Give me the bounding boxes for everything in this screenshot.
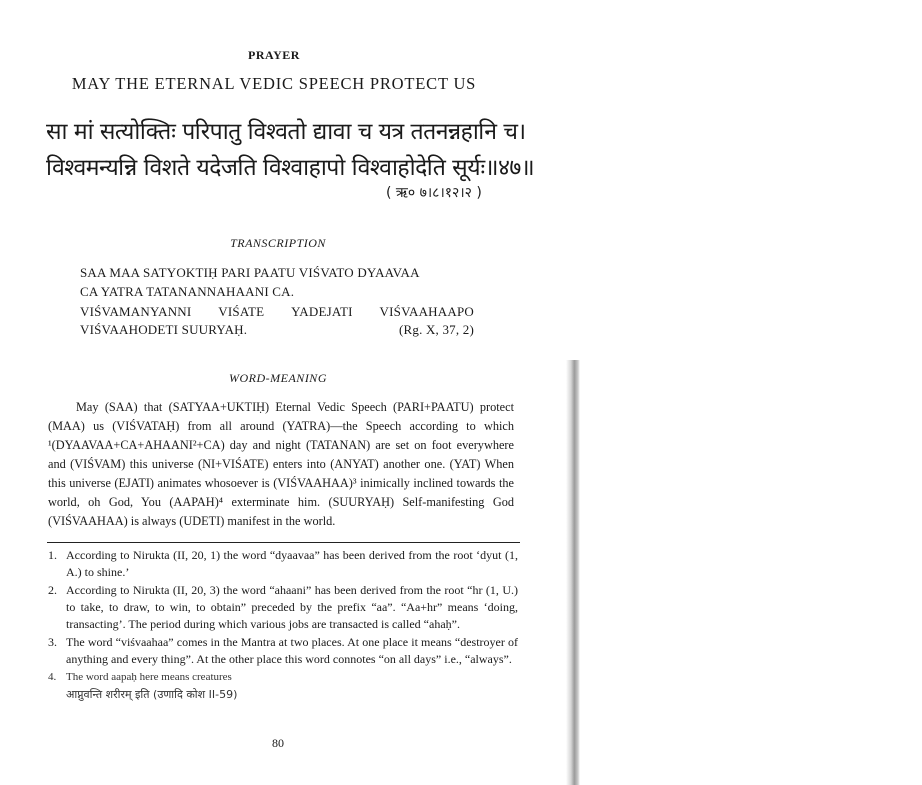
- verse-line-1: सा मां सत्योक्तिः परिपातु विश्वतो द्यावा च यत्र ततनन्नहानि च।: [46, 119, 526, 145]
- transcription-word: YADEJATI: [291, 304, 353, 319]
- footnote-devanagari: आप्नुवन्ति शरीरम् इति (उणादि कोश II-59): [66, 688, 238, 701]
- transcription-line-1: SAA MAA SATYOKTIḤ PARI PAATU VIŚVATO DYAAVAA: [80, 265, 420, 280]
- transcription-line-4: [80, 322, 474, 338]
- footnote-text-block: [66, 669, 518, 704]
- transcription-word: VIŚVAMANYANNI: [80, 304, 192, 319]
- footnote-number: 4.: [48, 671, 57, 683]
- footnote-divider: [47, 542, 520, 543]
- transcription-line-2: CA YATRA TATANANNAHAANI CA.: [80, 284, 295, 299]
- verse-line-2: विश्वमन्यन्नि विशते यदेजति विश्वाहापो विश्वाहोदेति सूर्यः॥४७॥: [46, 155, 535, 181]
- footnote-text: The word “viśvaahaa” comes in the Mantra at two places. At one place it means “destroyer of anything and every thing”. At the other place this word connotes “on all days” i.e., “always”.: [66, 635, 518, 666]
- footnote-number: 1.: [48, 548, 57, 562]
- verse-citation: (Rg. X, 37, 2): [398, 322, 474, 337]
- page-title: MAY THE ETERNAL VEDIC SPEECH PROTECT US: [71, 74, 477, 93]
- footnote-1: [48, 547, 518, 581]
- footnote-3: [48, 634, 518, 668]
- transcription-text: VIŚVAAHODETI SUURYAḤ.: [80, 322, 248, 337]
- verse-reference: ( ऋ० ७।८।१२।२ ): [386, 185, 482, 201]
- running-head: PRAYER: [248, 48, 300, 62]
- footnote-4: [48, 669, 518, 704]
- transcription-line-3: [80, 304, 474, 320]
- word-meaning-paragraph: May (SAA) that (SATYAA+UKTIḤ) Eternal Vedic Speech (PARI+PAATU) protect (MAA) us (VIŚVATAḤ) from all around (YATRA)—the Speech according to which ¹(DYAAVAA+CA+AHAANI²+CA) day and night (TATANAN) are set on foot everywhere and (VIŚVAM) this universe (NI+VIŚATE) enters into (ANYAT) another one. (YAT) When this universe (EJATI) animates whosoever is (VIŚVAAHAA)³ inimically inclined towards the world, oh God, You (AAPAH)⁴ exterminate him. (SUURYAḤ) Self-manifesting God (VIŚVAAHAA) is always (UDETI) manifest in the world.: [48, 400, 514, 528]
- book-spine-shadow: [566, 360, 580, 785]
- footnote-number: 3.: [48, 635, 57, 649]
- word-meaning-heading: WORD-MEANING: [229, 371, 327, 385]
- footnote-text: The word aapaḥ here means creatures: [66, 671, 232, 683]
- footnote-number: 2.: [48, 583, 57, 597]
- footnote-text: According to Nirukta (II, 20, 1) the word “dyaavaa” has been derived from the root ‘dyut (1, A.) to shine.’: [66, 548, 518, 579]
- word-meaning-body: [48, 398, 514, 531]
- footnotes: [48, 546, 518, 704]
- page-number: 80: [272, 736, 284, 750]
- transcription-word: VIŚVAAHAAPO: [379, 304, 474, 319]
- transcription-heading: TRANSCRIPTION: [230, 236, 326, 250]
- transcription-word: VIŚATE: [218, 304, 265, 319]
- footnote-2: [48, 582, 518, 633]
- footnote-text: According to Nirukta (II, 20, 3) the word “ahaani” has been derived from the root “hr (1, U.) to take, to draw, to win, to obtain” preceded by the prefix “aa”. “Aa+hr” means ‘doing, transacting’. The period during which various jobs are transacted is called “ahaḥ”.: [66, 583, 518, 631]
